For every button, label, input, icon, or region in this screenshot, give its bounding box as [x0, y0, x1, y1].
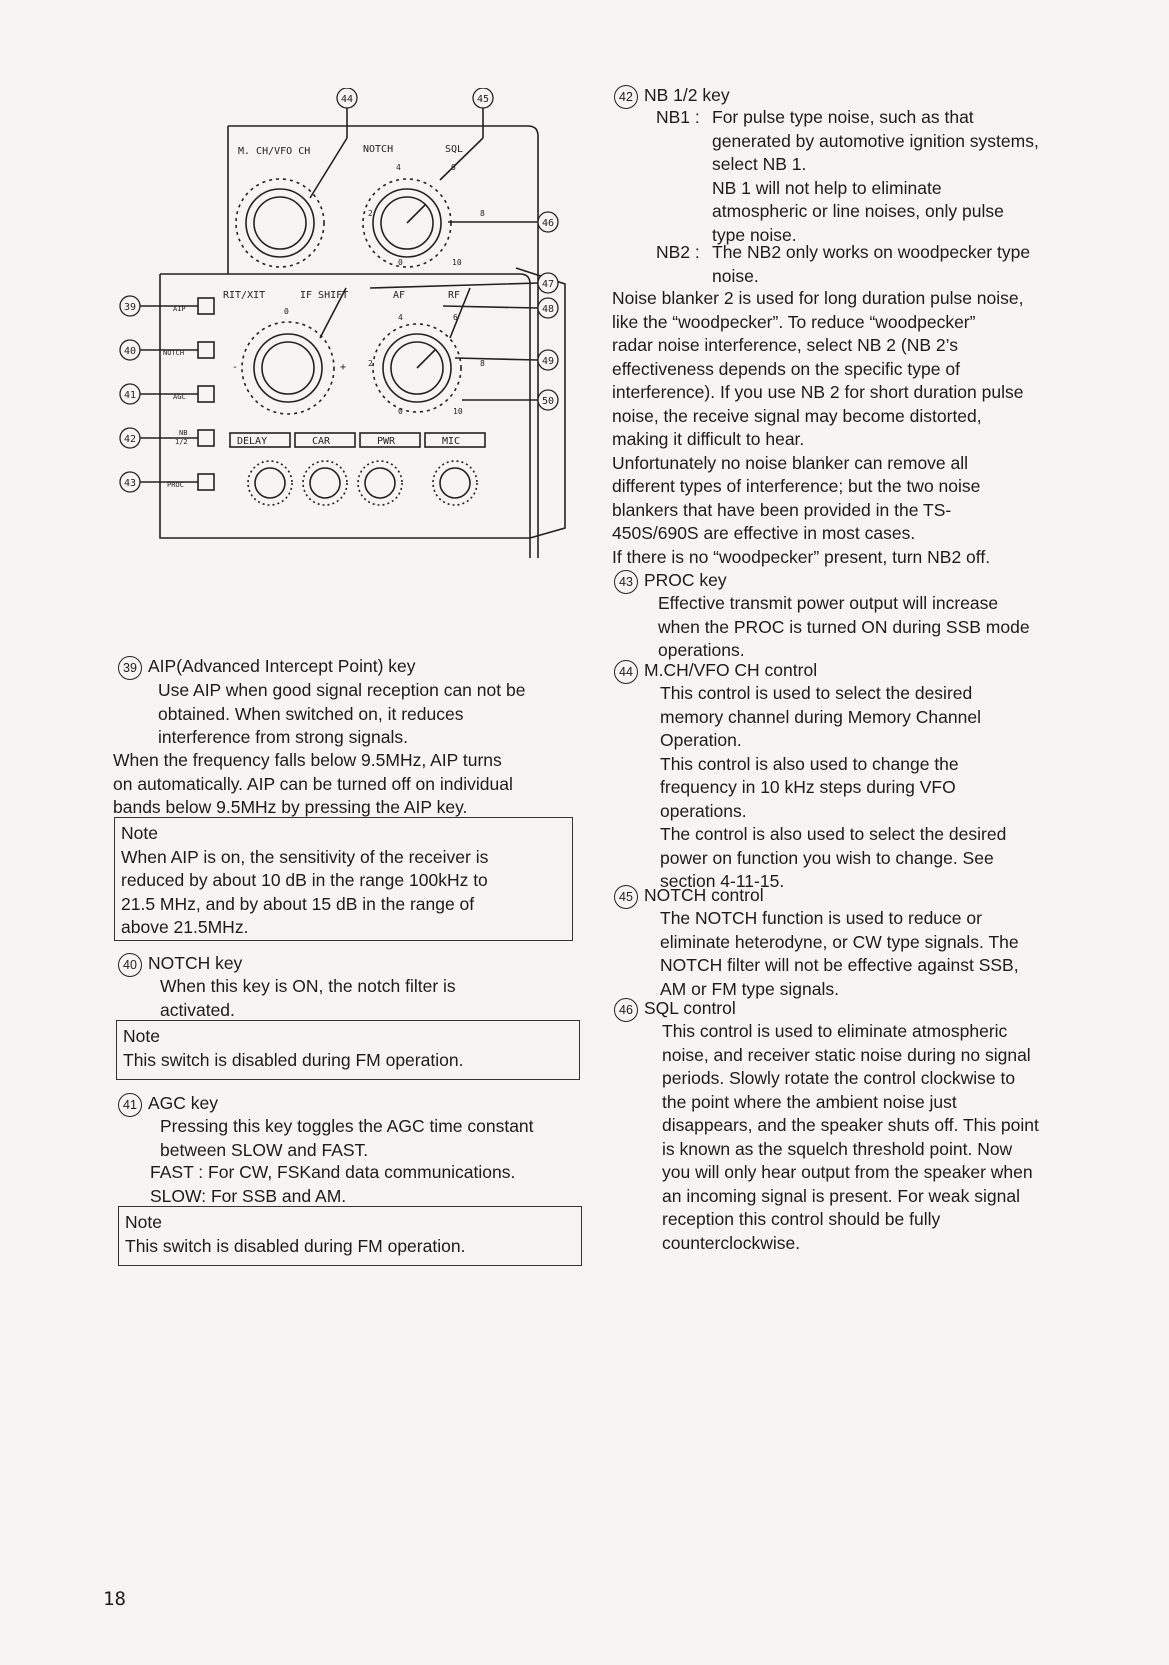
callout-39: 39 [123, 302, 137, 313]
callout-50: 50 [541, 396, 555, 407]
label-af: AF [393, 290, 406, 301]
callout-43: 43 [123, 478, 137, 489]
nb2-body: The NB2 only works on woodpecker type noise. [712, 242, 1031, 286]
scale-label: 8 [480, 359, 485, 368]
callout-40: 40 [123, 346, 137, 357]
nb2-label: NB2 : [656, 242, 700, 262]
scale-label: 0 [398, 407, 403, 416]
section-39-heading: 39 AIP(Advanced Intercept Point) key [118, 655, 416, 680]
page-number: 18 [103, 1588, 126, 1610]
item-number: 46 [614, 998, 644, 1022]
item-number: 40 [118, 953, 148, 977]
note-agc: Note This switch is disabled during FM operation. [118, 1206, 582, 1266]
scale-label: 0 [398, 258, 403, 267]
item-number: 44 [614, 660, 644, 684]
section-44-heading: 44 M.CH/VFO CH control [614, 659, 817, 684]
nb1-label: NB1 : [656, 107, 700, 127]
item-number: 41 [118, 1093, 148, 1117]
label-nb-bottom: 1/2 [175, 438, 188, 446]
scale-label: 8 [480, 209, 485, 218]
scale-label: + [340, 362, 347, 373]
scale-label: 6 [453, 313, 458, 322]
callout-49: 49 [541, 356, 555, 367]
label-nb-top: NB [179, 429, 188, 437]
section-41-modes: FAST : For CW, FSKand data communications. SLOW: For SSB and AM. [150, 1162, 516, 1206]
section-45-body: The NOTCH function is used to reduce or eliminate heterodyne, or CW type signals. The NOTCH filter will not be effective against SSB, AM or FM type signals. [660, 908, 1019, 999]
scale-label: 10 [453, 407, 463, 416]
section-46-heading: 46 SQL control [614, 997, 736, 1022]
label-pwr: PWR [377, 436, 396, 447]
item-number: 43 [614, 570, 644, 594]
scale-label: 2 [368, 209, 373, 218]
front-panel-diagram [110, 88, 610, 558]
label-rf: RF [448, 290, 461, 301]
section-42-heading: 42 NB 1/2 key [614, 84, 730, 109]
scale-label: 2 [368, 359, 373, 368]
item-number: 45 [614, 885, 644, 909]
scale-label: 4 [396, 163, 401, 172]
label-mch-vfo-ch: M. CH/VFO CH [238, 146, 311, 157]
label-proc: PROC [167, 481, 184, 489]
callout-44: 44 [340, 94, 354, 105]
callout-42: 42 [123, 434, 137, 445]
section-41-heading: 41 AGC key [118, 1092, 218, 1117]
callout-41: 41 [123, 390, 137, 401]
label-if-shift: IF SHIFT [300, 290, 349, 301]
label-rit-xit: RIT/XIT [223, 290, 266, 301]
callout-46: 46 [541, 218, 555, 229]
section-43-body: Effective transmit power output will increase when the PROC is turned ON during SSB mode operations. [658, 593, 1030, 660]
scale-label: 0 [284, 307, 289, 316]
section-46-body: This control is used to eliminate atmospheric noise, and receiver static noise during no signal periods. Slowly rotate the control clockwise to the point where the ambient noise just disappears, and the speaker shuts off. This point is known as the squelch threshold point. Now you will only hear output from the speaker when an incoming signal is present. For weak signal reception this control should be fully counterclockwise. [662, 1021, 1039, 1253]
label-agc: AGC [173, 393, 186, 401]
item-number: 42 [614, 85, 644, 109]
label-aip: AIP [173, 305, 186, 313]
label-mic: MIC [442, 436, 461, 447]
section-41-body: Pressing this key toggles the AGC time constant between SLOW and FAST. [160, 1116, 534, 1160]
callout-45: 45 [476, 94, 490, 105]
label-delay: DELAY [237, 436, 268, 447]
section-43-heading: 43 PROC key [614, 569, 727, 594]
label-car: CAR [312, 436, 331, 447]
section-44-body: This control is used to select the desired memory channel during Memory Channel Operation. This control is also used to change the frequency in 10 kHz steps during VFO operations. The control is also used to select the desired power on function you wish to change. See section 4-11-15. [660, 683, 1007, 891]
section-39-paragraph: When the frequency falls below 9.5MHz, AIP turns on automatically. AIP can be turned off on individual bands below 9.5MHz by pressing the AIP key. [113, 750, 513, 817]
note-notch: Note This switch is disabled during FM operation. [116, 1020, 580, 1080]
section-39-body: Use AIP when good signal reception can not be obtained. When switched on, it reduces interference from strong signals. [158, 680, 526, 747]
label-notch-key: NOTCH [163, 349, 185, 357]
note-aip: Note When AIP is on, the sensitivity of the receiver is reduced by about 10 dB in the range 100kHz to 21.5 MHz, and by about 15 dB in the range of above 21.5MHz. [114, 817, 573, 941]
label-notch: NOTCH [363, 144, 394, 155]
nb1-body: For pulse type noise, such as that generated by automotive ignition systems, select NB 1. NB 1 will not help to eliminate atmospheric or line noises, only pulse type noise. [712, 107, 1039, 245]
scale-label: 4 [398, 313, 403, 322]
callout-48: 48 [541, 304, 555, 315]
item-number: 39 [118, 656, 148, 680]
scale-label: - [232, 362, 239, 373]
scale-label: 6 [451, 163, 456, 172]
section-40-heading: 40 NOTCH key [118, 952, 242, 977]
section-45-heading: 45 NOTCH control [614, 884, 764, 909]
label-sql: SQL [445, 144, 464, 155]
callout-47: 47 [541, 279, 555, 290]
scale-label: 10 [452, 258, 462, 267]
noise-blanker-paragraph: Noise blanker 2 is used for long duration pulse noise, like the “woodpecker”. To reduce “woodpecker” radar noise interference, select NB 2 (NB 2’s effectiveness depends on the specific type of interference). If you use NB 2 for short duration pulse noise, the receive signal may become distorted, making it difficult to hear. Unfortunately no noise blanker can remove all different types of interference; but the two noise blankers that have been provided in the TS- 450S/690S are effective in most cases. If there is no “woodpecker” present, turn NB2 off. [612, 288, 1024, 567]
section-40-body: When this key is ON, the notch filter is activated. [160, 976, 456, 1020]
